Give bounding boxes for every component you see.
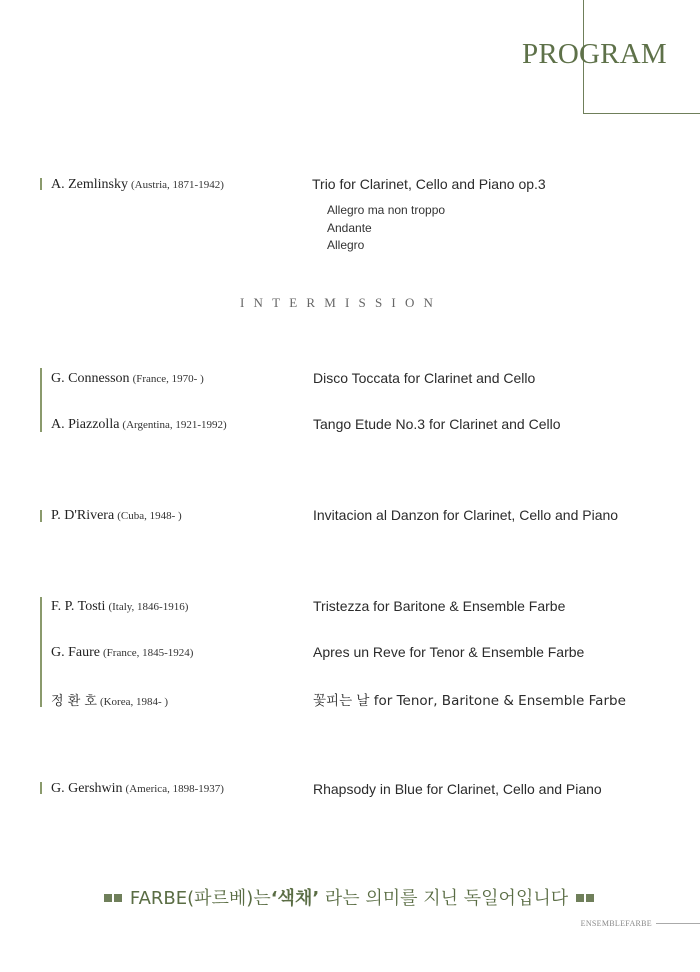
footer-suffix: 라는 의미를 지닌 독일어입니다 [324,888,569,909]
composer-name: P. D'Rivera [51,508,115,523]
work-title: 꽃피는 날 for Tenor, Baritone & Ensemble Farbe [313,693,626,709]
movement-item: Allegro [327,238,365,252]
work-title: Invitacion al Danzon for Clarinet, Cello and Piano [313,507,619,523]
page-title: PROGRAM [522,38,667,70]
composer-name: G. Faure [51,645,100,660]
footer-highlight: ‘색채’ [270,888,320,909]
intermission-label: INTERMISSION [240,295,443,310]
work-title: Trio for Clarinet, Cello and Piano op.3 [312,176,546,192]
work-title: Tristezza for Baritone & Ensemble Farbe [313,598,566,614]
group-bar [40,510,42,522]
brand-logo: ENSEMBLEFARBE [580,919,652,928]
composer-drivera [51,508,182,524]
movement-list [327,202,445,255]
group-bar [40,368,42,432]
composer-faure [51,645,193,661]
work-title: Apres un Reve for Tenor & Ensemble Farbe [313,644,585,660]
composer-life: (France, 1970- ) [132,373,204,385]
square-icon [104,894,112,902]
brand-divider [656,923,700,924]
composer-life: (Italy, 1846-1916) [108,601,189,613]
composer-name: F. P. Tosti [51,599,106,614]
composer-life: (Argentina, 1921-1992) [122,419,227,431]
footer-prefix: FARBE(파르베)는 [129,888,271,909]
group-bar [40,597,42,707]
composer-jeong [51,690,168,710]
composer-name: G. Gershwin [51,781,123,796]
group-bar [40,782,42,794]
composer-life: (Cuba, 1948- ) [117,510,182,522]
work-title: Tango Etude No.3 for Clarinet and Cello [313,416,561,432]
composer-name: 정 환 호 [51,694,97,709]
composer-name: G. Connesson [51,371,130,386]
square-icon [586,894,594,902]
square-icon [114,894,122,902]
composer-name: A. Zemlinsky [51,177,128,192]
group-bar [40,178,42,190]
movement-item: Allegro ma non troppo [327,203,446,217]
work-title: Rhapsody in Blue for Clarinet, Cello and Piano [313,781,602,797]
composer-gershwin [51,781,224,797]
composer-life: (France, 1845-1924) [103,647,194,659]
composer-piazzolla [51,417,227,433]
composer-life: (Austria, 1871-1942) [131,179,224,191]
composer-name: A. Piazzolla [51,417,120,432]
composer-zemlinsky [51,177,224,193]
work-title: Disco Toccata for Clarinet and Cello [313,370,536,386]
movement-item: Andante [327,220,372,235]
composer-life: (Korea, 1984- ) [99,696,169,708]
frame-horizontal-line [583,113,700,114]
square-icon [576,894,584,902]
footer-tagline [0,884,700,910]
composer-connesson [51,371,204,387]
composer-tosti [51,599,188,615]
composer-life: (America, 1898-1937) [125,783,224,795]
